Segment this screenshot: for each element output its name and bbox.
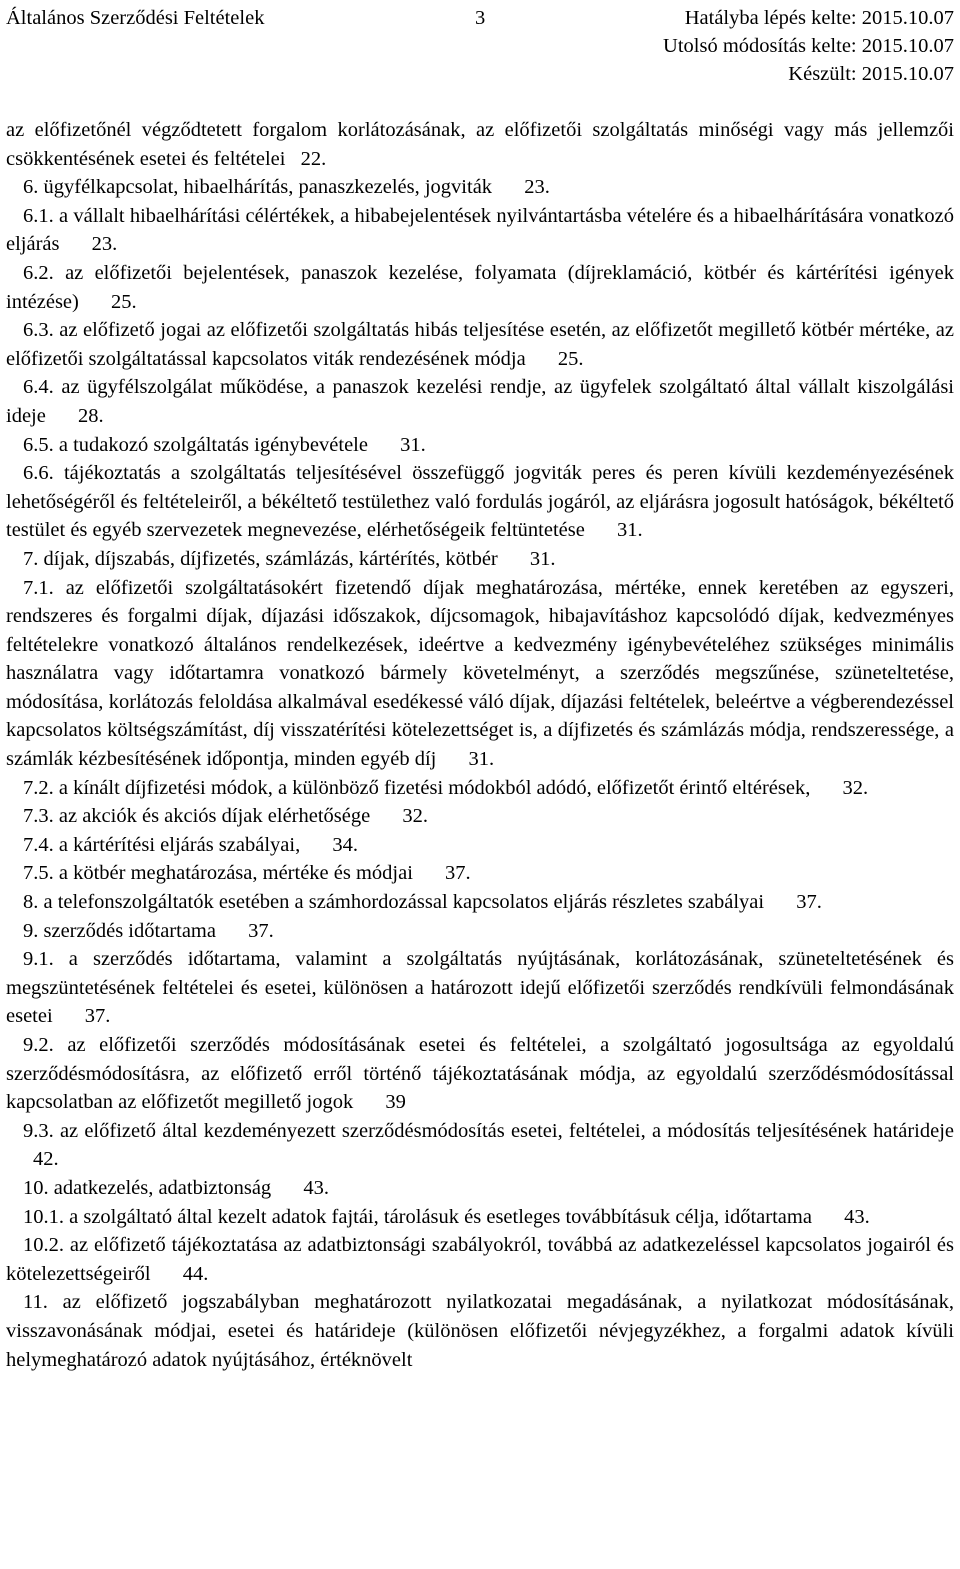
toc-page-number: 23.: [91, 233, 118, 256]
toc-page-number: 32.: [842, 776, 869, 799]
modified-date: Utolsó módosítás kelte: 2015.10.07: [663, 35, 954, 57]
toc-entry-text: 11. az előfizető jogszabályban meghatározott nyilatkozatai megadásának, a nyilatkozat módosításának, visszavonásának módjai, esetei és határideje (különösen előfizetői névjegyzékhez, a forgalmi adatok kívüli helymeghatározó adatok nyújtásához, értéknövelt: [6, 1291, 954, 1371]
toc-entry-text: 6.3. az előfizető jogai az előfizetői szolgáltatás hibás teljesítése esetén, az előfizetőt megillető kötbér mértéke, az előfizetői szolgáltatással kapcsolatos viták rendezésének módja: [6, 319, 954, 370]
toc-entry: [6, 1288, 954, 1374]
toc-entry-text: 6.6. tájékoztatás a szolgáltatás teljesítésével összefüggő jogviták peres és peren kívüli kezdeményezésének lehetőségéről és feltételeiről, a békéltető testülethez való fordulás jogáról, az eljárásra jogosult hatóságok, békéltető testület és egyéb szervezetek megnevezése, elérhetőségeik feltüntetése: [6, 462, 954, 542]
toc-page-number: 37.: [248, 919, 274, 942]
toc-entry: [6, 173, 954, 202]
toc-page-number: 39: [385, 1091, 406, 1114]
toc-entry: [6, 917, 954, 946]
toc-page-number: 31.: [529, 547, 556, 570]
toc-entry-text: 9.2. az előfizetői szerződés módosításának esetei és feltételei, a szolgáltató jogosultsága az egyoldalú szerződésmódosításra, az előfizető erről történő tájékoztatásának módja, az egyoldalú szerződésmódosítással kapcsolatban az előfizetőt megillető jogok: [6, 1034, 954, 1114]
toc-page-number: 31.: [468, 748, 495, 771]
toc-entry-text: 7.2. a kínált díjfizetési módok, a különböző fizetési módokból adódó, előfizetőt érintő eltérések,: [23, 776, 811, 799]
toc-entry: [6, 459, 954, 545]
toc-page-number: 28.: [77, 404, 104, 427]
toc-entry: [6, 1231, 954, 1288]
table-of-contents: [6, 116, 954, 1374]
toc-entry: [6, 431, 954, 460]
toc-entry: [6, 1117, 954, 1174]
toc-page-number: 43.: [303, 1176, 329, 1199]
toc-entry-text: 6.5. a tudakozó szolgáltatás igénybevétele: [23, 433, 368, 456]
toc-page-number: 34.: [332, 833, 358, 856]
toc-page-number: 37.: [796, 891, 822, 914]
toc-entry-text: 9.1. a szerződés időtartama, valamint a szolgáltatás nyújtásának, korlátozásának, szüneteltetésének és megszüntetésének feltételei és esetei, különösen a határozott idejű előfizetői szerződés rendkívüli felmondásának esetei: [6, 948, 954, 1028]
toc-entry-text: 6.2. az előfizetői bejelentések, panaszok kezelése, folyamata (díjreklamáció, kötbér és kártérítési igények intézése): [6, 261, 954, 313]
toc-page-number: 25.: [110, 290, 137, 313]
toc-page-number: 44.: [182, 1262, 209, 1285]
toc-entry: [6, 373, 954, 430]
toc-page-number: 42.: [33, 1148, 59, 1171]
toc-entry: [6, 316, 954, 373]
toc-entry: [6, 202, 954, 259]
toc-page-number: 37.: [84, 1005, 111, 1028]
toc-entry: [6, 888, 954, 917]
toc-page-number: 31.: [616, 519, 643, 542]
created-date: Készült: 2015.10.07: [788, 63, 954, 85]
toc-page-number: 25.: [557, 347, 584, 370]
toc-entry: [6, 1203, 954, 1232]
toc-page-number: 22.: [300, 147, 327, 170]
toc-entry-text: 8. a telefonszolgáltatók esetében a számhordozással kapcsolatos eljárás részletes szabályai: [23, 891, 765, 914]
toc-entry-text: 9.3. az előfizető által kezdeményezett szerződésmódosítás esetei, feltételei, a módosítás teljesítésének határideje: [23, 1119, 954, 1142]
toc-entry-text: 10.1. a szolgáltató által kezelt adatok fajtái, tárolásuk és esetleges továbbításuk célja, időtartama: [23, 1205, 812, 1228]
toc-entry-text: 10.2. az előfizető tájékoztatása az adatbiztonsági szabályokról, továbbá az adatkezeléssel kapcsolatos jogairól és kötelezettségeiről: [6, 1234, 954, 1285]
toc-entry-text: 7.5. a kötbér meghatározása, mértéke és módjai: [23, 862, 413, 885]
effective-date: Hatályba lépés kelte: 2015.10.07: [684, 7, 954, 29]
page-number: 3: [475, 7, 486, 29]
toc-page-number: 23.: [524, 176, 550, 199]
toc-entry-text: 6. ügyfélkapcsolat, hibaelhárítás, panaszkezelés, jogviták: [23, 176, 493, 199]
toc-page-number: 37.: [445, 862, 471, 885]
toc-entry-text: 6.4. az ügyfélszolgálat működése, a panaszok kezelési rendje, az ügyfelek szolgáltató által vállalt kiszolgálási ideje: [6, 376, 954, 427]
toc-entry-text: 10. adatkezelés, adatbiztonság: [23, 1176, 272, 1199]
toc-entry-text: 7.4. a kártérítési eljárás szabályai,: [23, 833, 301, 856]
toc-page-number: 32.: [402, 805, 428, 828]
toc-entry: [6, 945, 954, 1031]
toc-entry-text: 7. díjak, díjszabás, díjfizetés, számlázás, kártérítés, kötbér: [23, 547, 498, 570]
toc-entry: [6, 831, 954, 860]
toc-entry: [6, 802, 954, 831]
toc-entry: [6, 259, 954, 316]
page-header: [6, 4, 954, 88]
toc-entry-text: 7.1. az előfizetői szolgáltatásokért fizetendő díjak meghatározása, mértéke, ennek keretében az egyszeri, rendszeres és forgalmi díjak, díjazási időszakok, díjcsomagok, hibajavításhoz kapcsolódó díjak, kedvezményes feltételekre vonatkozó általános rendelkezések, ideértve a kedvezmény igénybevételéhez szükséges minimális használatra vagy időtartamra vonatkozó bármely követelményt, a szerződés megszűnése, szüneteltetése, módosítása, korlátozás feloldása alkalmával esedékessé váló díjak, díjazási feltételek, beleértve a végberendezéssel kapcsolatos költségszámítást, díj visszatérítési kötelezettséget is, a díjfizetés és számlázás módja, rendszeressége, a számlák kézbesítésének időpontja, minden egyéb díj: [6, 576, 954, 771]
toc-page-number: 43.: [844, 1205, 870, 1228]
toc-entry: [6, 545, 954, 574]
toc-entry: [6, 774, 954, 803]
toc-entry-text: az előfizetőnél végződtetett forgalom korlátozásának, az előfizetői szolgáltatás minőségi vagy más jellemzői csökkentésének esetei és feltételei: [6, 119, 954, 170]
toc-entry: [6, 574, 954, 774]
toc-entry: [6, 1031, 954, 1117]
document-title: Általános Szerződési Feltételek: [6, 7, 265, 29]
header-dates: [663, 4, 954, 88]
toc-entry: [6, 116, 954, 173]
toc-entry: [6, 859, 954, 888]
toc-page-number: 31.: [400, 433, 426, 456]
toc-entry-text: 7.3. az akciók és akciós díjak elérhetősége: [23, 805, 371, 828]
toc-entry: [6, 1174, 954, 1203]
toc-entry-text: 9. szerződés időtartama: [23, 919, 216, 942]
toc-entry-text: 6.1. a vállalt hibaelhárítási célértékek, a hibabejelentések nyilvántartásba vételére és a hibaelhárítására vonatkozó eljárás: [6, 204, 954, 256]
